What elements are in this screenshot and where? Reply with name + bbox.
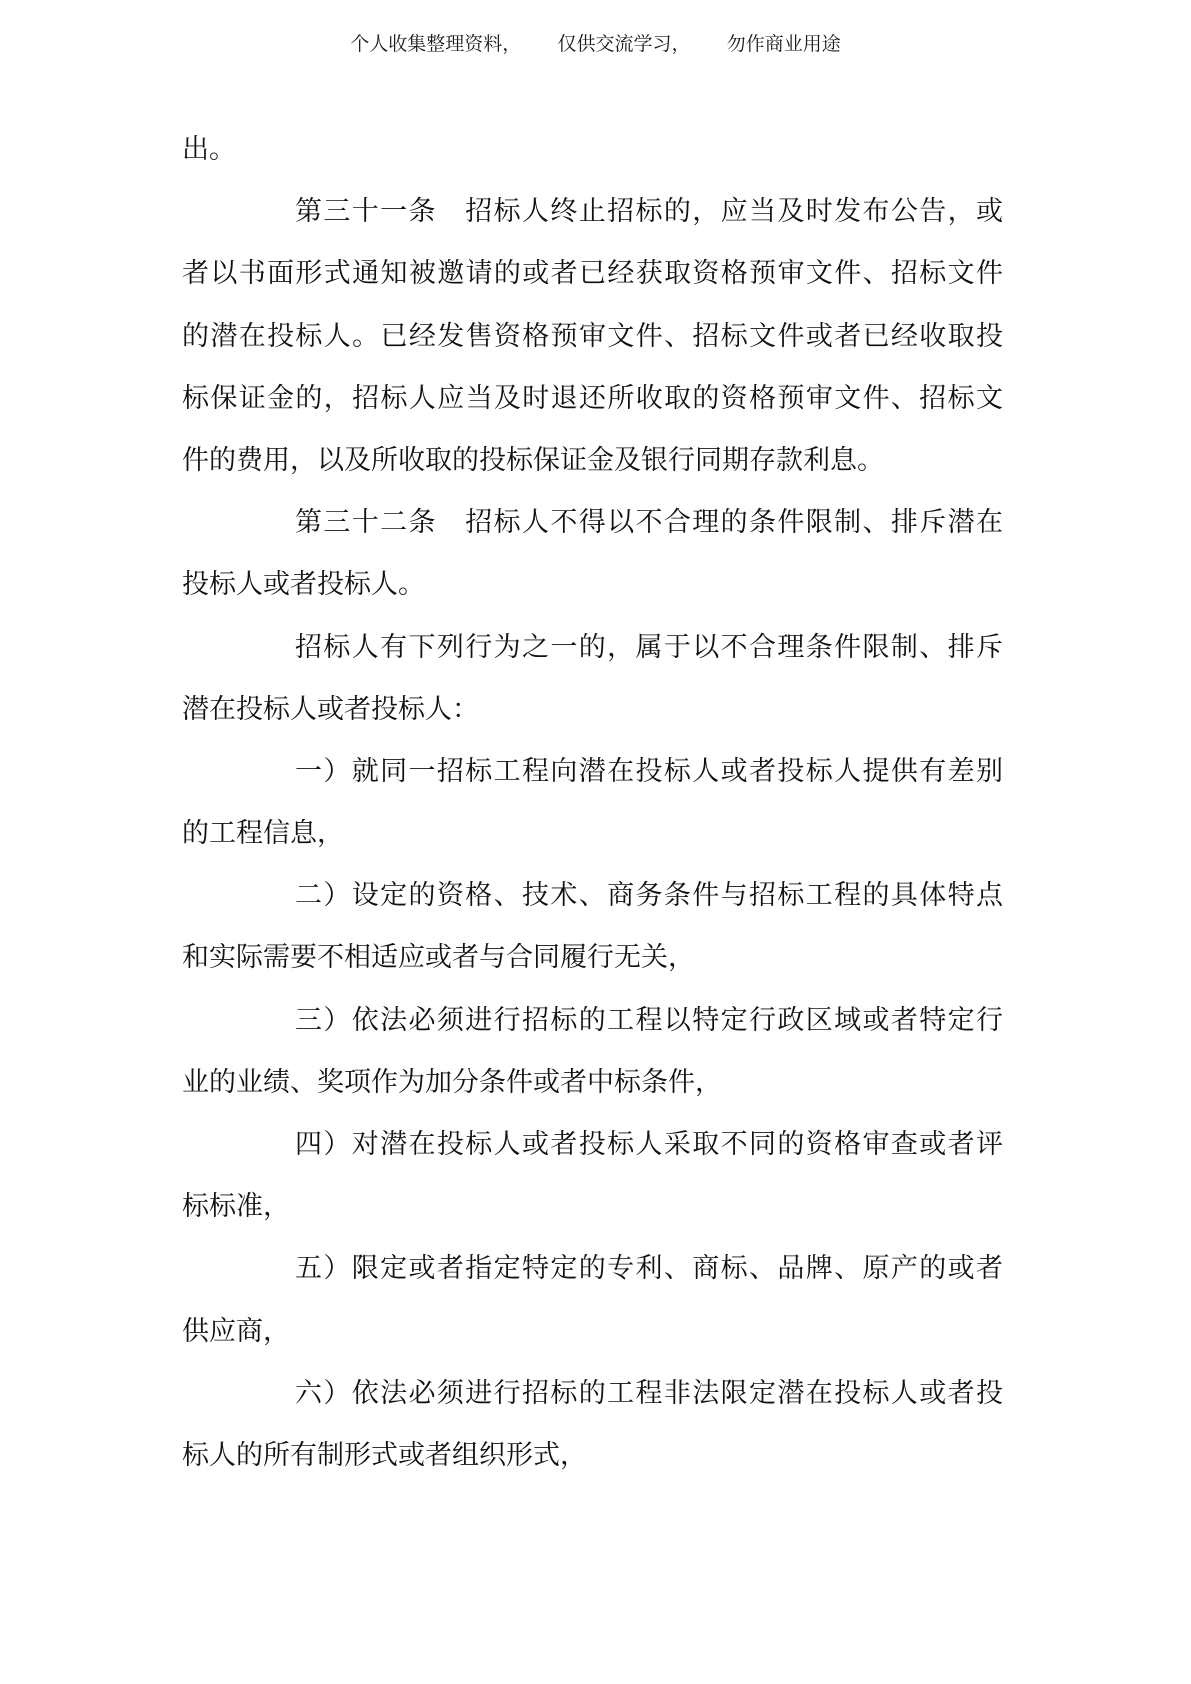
text-line: 四）对潜在投标人或者投标人采取不同的资格审查或者评 xyxy=(295,1129,1003,1160)
text-line: 出。 xyxy=(182,134,236,165)
text-line: 的工程信息， xyxy=(182,818,344,850)
text-line: 件的费用，以及所收取的投标保证金及银行同期存款利息。 xyxy=(182,444,884,476)
text-line: 投标人或者投标人。 xyxy=(182,569,425,601)
text-line: 标标准， xyxy=(182,1191,290,1223)
document-body xyxy=(182,128,1003,1496)
text-line: 者以书面形式通知被邀请的或者已经获取资格预审文件、招标文件 xyxy=(182,258,1003,290)
text-line: 第三十二条 招标人不得以不合理的条件限制、排斥潜在 xyxy=(295,507,1003,539)
text-line: 的潜在投标人。已经发售资格预审文件、招标文件或者已经收取投 xyxy=(182,320,1003,352)
text-line: 供应商， xyxy=(182,1315,290,1347)
text-line: 一）就同一招标工程向潜在投标人或者投标人提供有差别 xyxy=(295,755,1003,787)
text-line: 二）设定的资格、技术、商务条件与招标工程的具体特点 xyxy=(295,880,1003,912)
text-line: 五）限定或者指定特定的专利、商标、品牌、原产的或者 xyxy=(295,1253,1003,1285)
text-line: 第三十一条 招标人终止招标的，应当及时发布公告，或 xyxy=(295,196,1003,228)
text-line: 三）依法必须进行招标的工程以特定行政区域或者特定行 xyxy=(295,1004,1003,1036)
text-line: 六）依法必须进行招标的工程非法限定潜在投标人或者投 xyxy=(295,1377,1003,1409)
text-line: 标保证金的，招标人应当及时退还所收取的资格预审文件、招标文 xyxy=(182,382,1003,414)
text-line: 业的业绩、奖项作为加分条件或者中标条件， xyxy=(182,1066,722,1098)
text-line: 标人的所有制形式或者组织形式， xyxy=(182,1439,587,1471)
page-header: 个人收集整理资料， 仅供交流学习， 勿作商业用途 xyxy=(350,33,841,55)
text-line: 潜在投标人或者投标人： xyxy=(182,693,479,725)
text-line: 和实际需要不相适应或者与合同履行无关， xyxy=(182,942,695,974)
text-line: 招标人有下列行为之一的，属于以不合理条件限制、排斥 xyxy=(295,631,1003,663)
